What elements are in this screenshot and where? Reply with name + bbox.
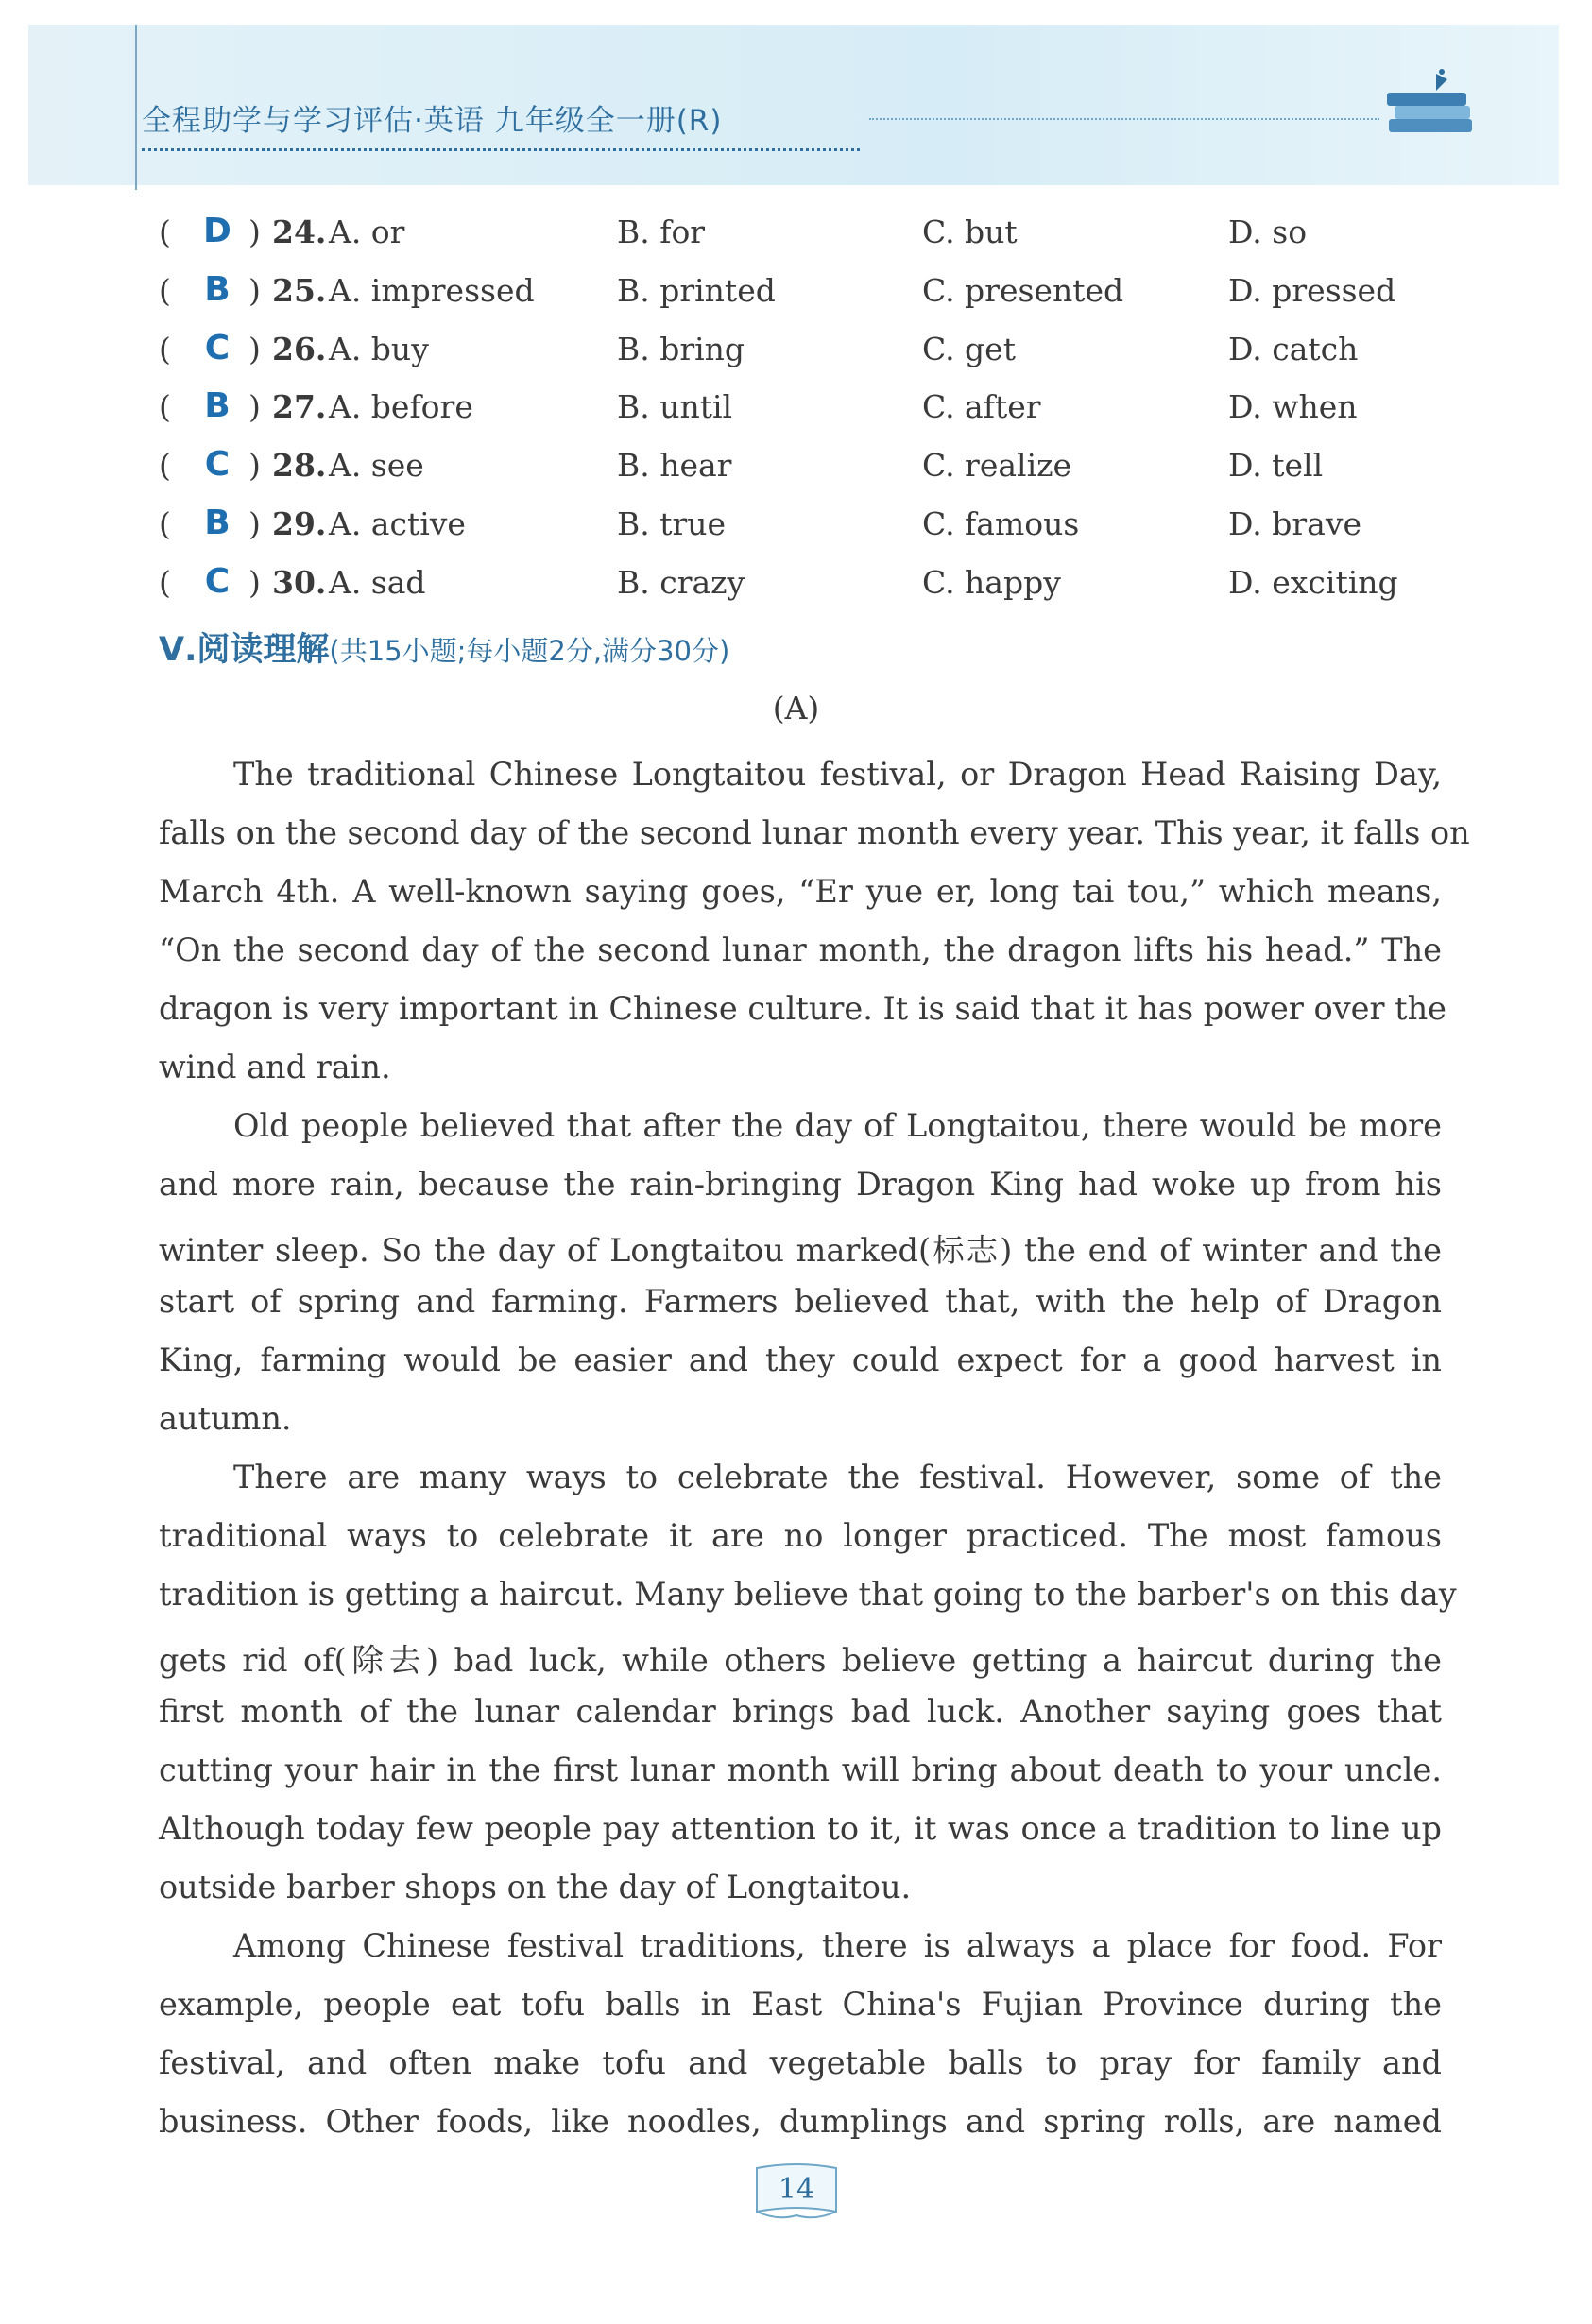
option-c: C. but	[922, 214, 1018, 250]
passage-line: dragon is very important in Chinese culture. It is said that it has power over the	[159, 990, 1446, 1027]
option-d: D. brave	[1228, 505, 1362, 542]
option-b: B. printed	[617, 272, 776, 309]
passage-line: cutting your hair in the first lunar month will bring about death to your uncle.	[159, 1752, 1442, 1788]
title-underline	[142, 148, 860, 151]
answer-letter: D	[203, 212, 231, 250]
passage-line: The traditional Chinese Longtaitou festival, or Dragon Head Raising Day,	[233, 756, 1442, 793]
option-c: C. happy	[922, 564, 1061, 601]
paren-open: (	[159, 447, 171, 484]
paren-close: )	[248, 331, 261, 367]
question-row	[159, 505, 1453, 551]
option-d: D. when	[1228, 388, 1358, 425]
question-number: 25.	[272, 272, 327, 309]
page-number-text: 14	[778, 2173, 815, 2206]
question-row	[159, 272, 1453, 317]
passage-line: King, farming would be easier and they could expect for a good harvest in	[159, 1341, 1442, 1378]
option-a: A. impressed	[329, 272, 535, 309]
question-number: 24.	[272, 214, 327, 250]
question-number: 30.	[272, 564, 327, 601]
passage-line: business. Other foods, like noodles, dumplings and spring rolls, are named	[159, 2103, 1442, 2140]
paren-close: )	[248, 388, 261, 425]
answer-letter: C	[204, 562, 231, 601]
option-a: A. see	[329, 447, 424, 484]
question-row	[159, 564, 1453, 609]
section-heading	[159, 624, 729, 671]
book-stack-icon	[1379, 64, 1483, 149]
option-c: C. realize	[922, 447, 1072, 484]
passage-line: March 4th. A well-known saying goes, “Er yue er, long tai tou,” which means,	[159, 873, 1442, 910]
option-d: D. exciting	[1228, 564, 1398, 601]
option-c: C. famous	[922, 505, 1080, 542]
answer-letter: B	[204, 270, 231, 309]
answer-letter: C	[204, 445, 231, 484]
option-d: D. pressed	[1228, 272, 1396, 309]
paren-open: (	[159, 272, 171, 309]
passage-line: outside barber shops on the day of Longtaitou.	[159, 1869, 912, 1905]
paren-close: )	[248, 505, 261, 542]
passage-line: tradition is getting a haircut. Many believe that going to the barber's on this day	[159, 1576, 1457, 1613]
paren-close: )	[248, 214, 261, 250]
passage-line: example, people eat tofu balls in East China's Fujian Province during the	[159, 1986, 1442, 2023]
question-row	[159, 447, 1453, 492]
passage-line: and more rain, because the rain-bringing Dragon King had woke up from his	[159, 1166, 1442, 1203]
option-b: B. bring	[617, 331, 745, 367]
question-row	[159, 214, 1453, 259]
passage-line: winter sleep. So the day of Longtaitou marked(标志) the end of winter and the	[159, 1232, 1442, 1269]
option-b: B. for	[617, 214, 706, 250]
passage-line: There are many ways to celebrate the festival. However, some of the	[233, 1459, 1442, 1495]
passage-line: wind and rain.	[159, 1049, 391, 1085]
answer-letter: B	[204, 386, 231, 425]
option-a: A. sad	[329, 564, 426, 601]
option-a: A. before	[329, 388, 473, 425]
section-title: Ⅴ.阅读理解	[159, 631, 330, 669]
answer-letter: C	[204, 329, 231, 367]
question-row	[159, 388, 1453, 434]
paren-open: (	[159, 505, 171, 542]
header-margin-line	[135, 25, 137, 190]
passage-line: Although today few people pay attention to it, it was once a tradition to line up	[159, 1810, 1442, 1847]
passage-line: Old people believed that after the day of Longtaitou, there would be more	[233, 1107, 1442, 1144]
question-number: 26.	[272, 331, 327, 367]
option-b: B. hear	[617, 447, 732, 484]
option-b: B. true	[617, 505, 727, 542]
header-dotted-leader	[869, 118, 1379, 120]
passage-line: first month of the lunar calendar brings bad luck. Another saying goes that	[159, 1693, 1442, 1730]
paren-close: )	[248, 447, 261, 484]
passage-line: gets rid of(除去) bad luck, while others believe getting a haircut during the	[159, 1642, 1442, 1679]
option-a: A. buy	[329, 331, 429, 367]
paren-open: (	[159, 214, 171, 250]
option-a: A. or	[329, 214, 405, 250]
question-number: 27.	[272, 388, 327, 425]
passage-line: festival, and often make tofu and vegetable balls to pray for family and	[159, 2044, 1442, 2081]
page-number	[749, 2161, 844, 2223]
question-number: 28.	[272, 447, 327, 484]
passage-label: (A)	[772, 690, 820, 726]
option-c: C. presented	[922, 272, 1124, 309]
option-b: B. crazy	[617, 564, 745, 601]
paren-open: (	[159, 388, 171, 425]
paren-close: )	[248, 272, 261, 309]
option-b: B. until	[617, 388, 733, 425]
answer-letter: B	[204, 504, 231, 542]
book-title: 全程助学与学习评估·英语 九年级全一册(R)	[142, 104, 723, 138]
paren-close: )	[248, 564, 261, 601]
paren-open: (	[159, 564, 171, 601]
option-c: C. after	[922, 388, 1041, 425]
passage-line: “On the second day of the second lunar month, the dragon lifts his head.” The	[159, 931, 1442, 968]
option-a: A. active	[329, 505, 466, 542]
question-number: 29.	[272, 505, 327, 542]
passage-line: autumn.	[159, 1400, 292, 1437]
option-d: D. catch	[1228, 331, 1359, 367]
section-subtitle: (共15小题;每小题2分,满分30分)	[329, 635, 730, 667]
question-row	[159, 331, 1453, 376]
option-d: D. tell	[1228, 447, 1324, 484]
passage-line: traditional ways to celebrate it are no longer practiced. The most famous	[159, 1517, 1442, 1554]
passage-line: falls on the second day of the second lunar month every year. This year, it falls on	[159, 814, 1470, 851]
passage-line: start of spring and farming. Farmers believed that, with the help of Dragon	[159, 1283, 1442, 1320]
paren-open: (	[159, 331, 171, 367]
passage-line: Among Chinese festival traditions, there is always a place for food. For	[233, 1927, 1442, 1964]
option-d: D. so	[1228, 214, 1308, 250]
option-c: C. get	[922, 331, 1016, 367]
